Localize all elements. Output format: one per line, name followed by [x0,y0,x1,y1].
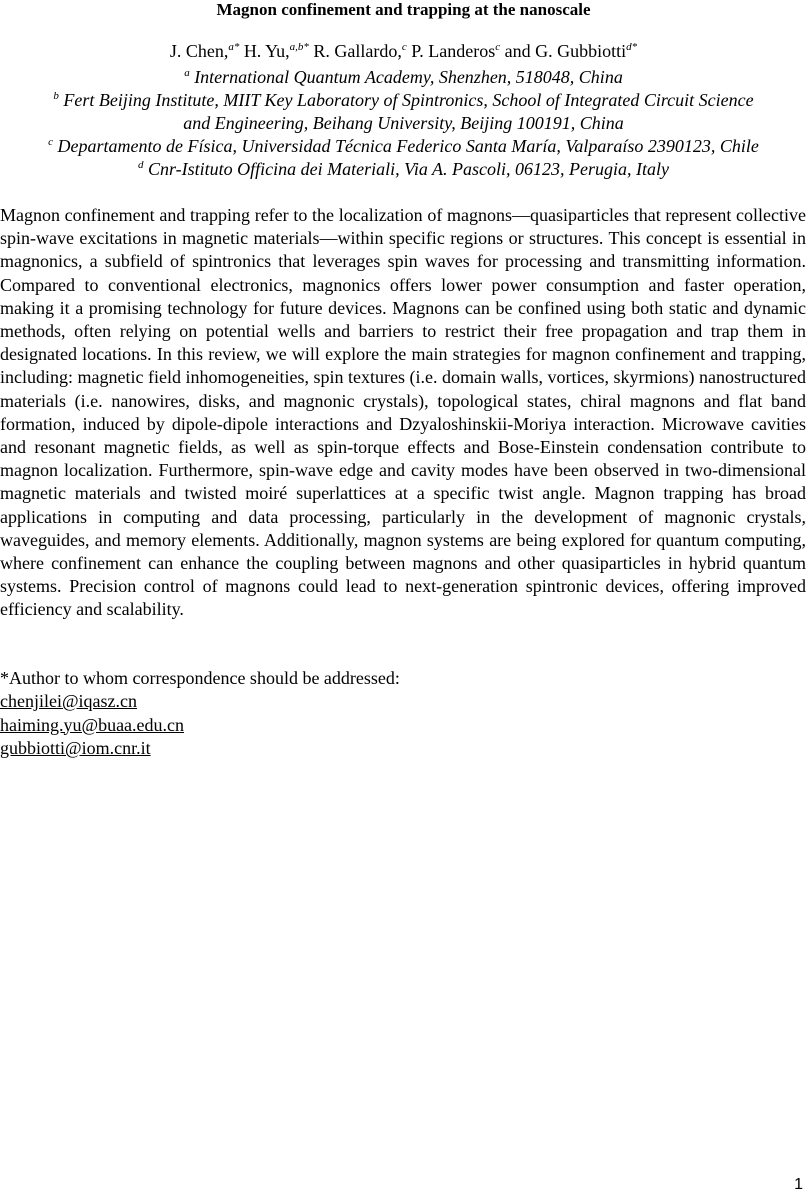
email-link[interactable]: chenjilei@iqasz.cn [0,691,138,712]
author-affiliation-mark: a,b* [289,41,309,53]
email-link[interactable]: haiming.yu@buaa.edu.cn [0,714,185,735]
author-affiliation-mark: d* [626,41,638,53]
author-list [0,40,807,62]
page-number: 1 [794,1176,803,1193]
affiliation-mark: d [138,159,144,171]
author-name: H. Yu, [243,41,290,61]
affiliation-list [0,66,807,181]
author-name: J. Chen, [169,41,229,61]
author-name: and G. Gubbiotti [504,41,627,61]
abstract-paragraph: Magnon confinement and trapping refer to the localization of magnons—quasiparticles that represent collective spin-wave excitations in magnetic materials—within specific regions or structures. This concept is essential in magnonics, a subfield of spintronics that leverages spin waves for processing and transmitting information. Compared to conventional electronics, magnonics offers lower power consumption and faster operation, making it a promising technology for future devices. Magnons can be confined using both static and dynamic methods, often relying on potential wells and barriers to restrict their free propagation and trap them in designated locations. In this review, we will explore the main strategies for magnon confinement and trapping, including: magnetic field inhomogeneities, spin textures (i.e. domain walls, vortices, skyrmions) nanostructured materials (i.e. nanowires, disks, and magnonic crystals), topological states, chiral magnons and flat band formation, induced by dipole-dipole interactions and Dzyaloshinskii-Moriya interaction. Microwave cavities and resonant magnetic fields, as well as spin-torque effects and Bose-Einstein condensation contribute to magnon localization. Furthermore, spin-wave edge and cavity modes have been observed in two-dimensional magnetic materials and twisted moiré superlattices at a specific twist angle. Magnon trapping has broad applications in computing and data processing, particularly in the development of magnonic crystals, waveguides, and memory elements. Additionally, magnon systems are being explored for quantum computing, where confinement can enhance the coupling between magnons and other quasiparticles in hybrid quantum systems. Precision control of magnons could lead to next-generation spintronic devices, offering improved efficiency and scalability. [0,205,806,620]
author-affiliation-mark: a* [228,41,240,53]
affiliation-text: Cnr-Istituto Officina dei Materiali, Via A. Pascoli, 06123, Perugia, Italy [148,159,669,179]
affiliation-text: Fert Beijing Institute, MIIT Key Laboratory of Spintronics, School of Integrated Circuit Science [63,90,754,110]
paper-title: Magnon confinement and trapping at the nanoscale [216,0,591,19]
affiliation-mark: b [53,90,59,102]
affiliation [0,158,807,181]
author-name: R. Gallardo, [313,41,402,61]
email-link[interactable]: gubbiotti@iom.cnr.it [0,737,151,758]
affiliation-text: Departamento de Física, Universidad Técnica Federico Santa María, Valparaíso 2390123, Chile [57,136,759,156]
affiliation-text: International Quantum Academy, Shenzhen, 518048, China [194,67,623,87]
affiliation-mark: c [48,136,53,148]
correspondence-label: *Author to whom correspondence should be addressed: [0,668,400,688]
affiliation-mark: a [184,67,190,79]
affiliation [0,66,807,89]
author-name: P. Landeros [411,41,496,61]
author-affiliation-mark: c [401,41,407,53]
affiliation [0,89,807,112]
affiliation [0,135,807,158]
correspondence-block [0,667,806,760]
author-affiliation-mark: c [495,41,501,53]
affiliation-continuation: and Engineering, Beihang University, Beijing 100191, China [183,113,624,133]
